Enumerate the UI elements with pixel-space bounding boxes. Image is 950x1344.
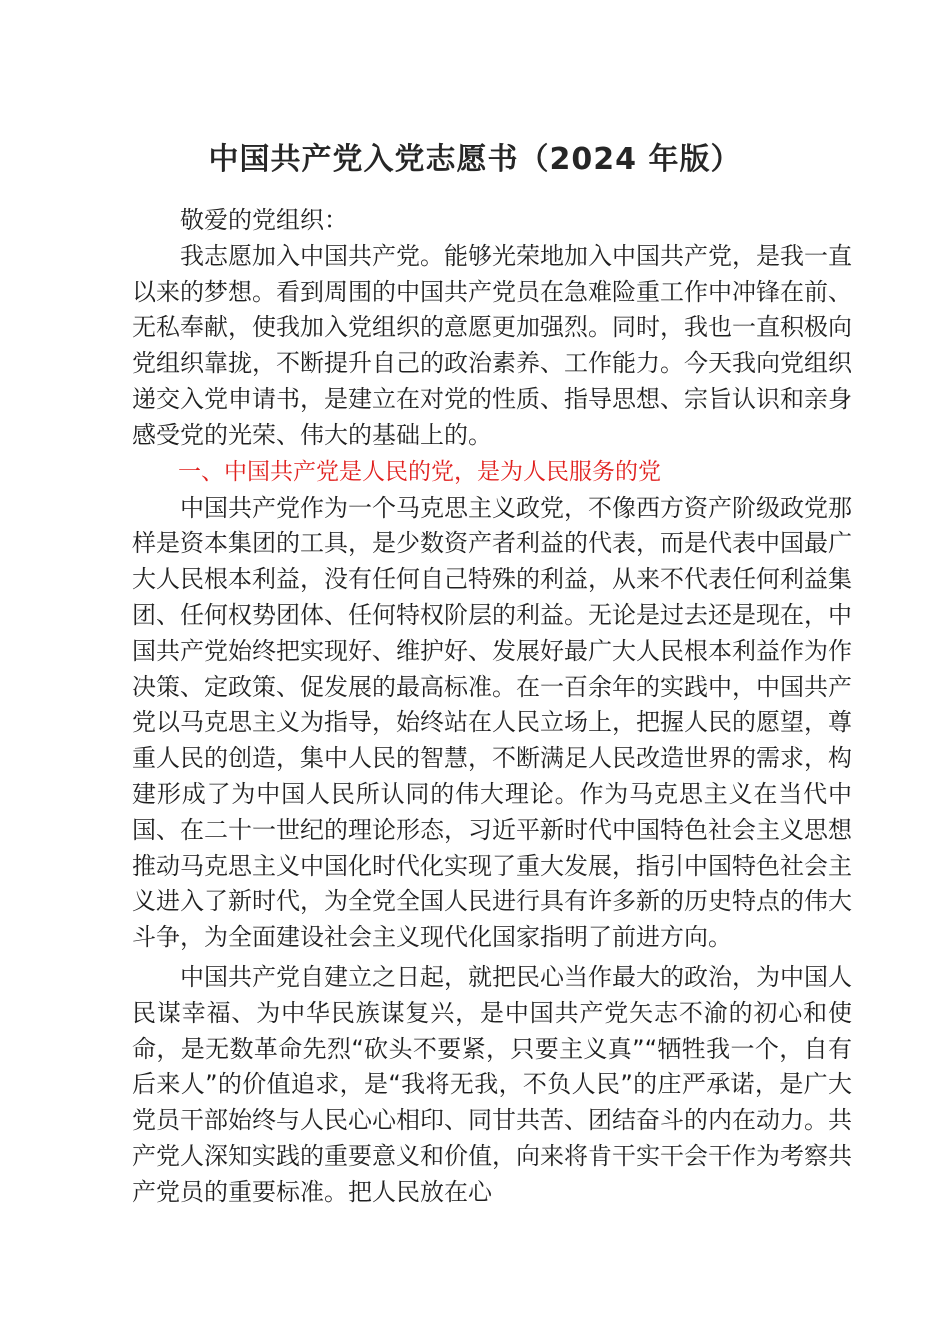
- section-1-paragraph-1: 中国共产党作为一个马克思主义政党，不像西方资产阶级政党那样是资本集团的工具，是少数资产者利益的代表，而是代表中国最广大人民根本利益，没有任何自己特殊的利益，从来不代表任何利益集团、任何权势团体、任何特权阶层的利益。无论是过去还是现在，中国共产党始终把实现好、维护好、发展好最广大人民根本利益作为作决策、定政策、促发展的最高标准。在一百余年的实践中，中国共产党以马克思主义为指导，始终站在人民立场上，把握人民的愿望，尊重人民的创造，集中人民的智慧，不断满足人民改造世界的需求，构建形成了为中国人民所认同的伟大理论。作为马克思主义在当代中国、在二十一世纪的理论形态，习近平新时代中国特色社会主义思想推动马克思主义中国化时代化实现了重大发展，指引中国特色社会主义进入了新时代，为全党全国人民进行具有许多新的历史特点的伟大斗争，为全面建设社会主义现代化国家指明了前进方向。: [132, 493, 852, 952]
- intro-paragraph: 我志愿加入中国共产党。能够光荣地加入中国共产党，是我一直以来的梦想。看到周围的中国共产党员在急难险重工作中冲锋在前、无私奉献，使我加入党组织的意愿更加强烈。同时，我也一直积极向党组织靠拢，不断提升自己的政治素养、工作能力。今天我向党组织递交入党申请书，是建立在对党的性质、指导思想、宗旨认识和亲身感受党的光荣、伟大的基础上的。: [132, 241, 852, 449]
- section-1-paragraph-2: 中国共产党自建立之日起，就把民心当作最大的政治，为中国人民谋幸福、为中华民族谋复兴，是中国共产党矢志不渝的初心和使命，是无数革命先烈“砍头不要紧，只要主义真”“牺牲我一个，自有后来人”的价值追求，是“我将无我，不负人民”的庄严承诺，是广大党员干部始终与人民心心相印、同甘共苦、团结奋斗的内在动力。共产党人深知实践的重要意义和价值，向来将肯干实干会干作为考察共产党员的重要标准。把人民放在心: [132, 962, 852, 1206]
- section-1-heading: 一、中国共产党是人民的党，是为人民服务的党: [178, 458, 661, 485]
- document-body: [132, 203, 852, 1211]
- greeting: 敬爱的党组织：: [180, 206, 348, 234]
- document-title: 中国共产党入党志愿书（2024 年版）: [208, 142, 742, 177]
